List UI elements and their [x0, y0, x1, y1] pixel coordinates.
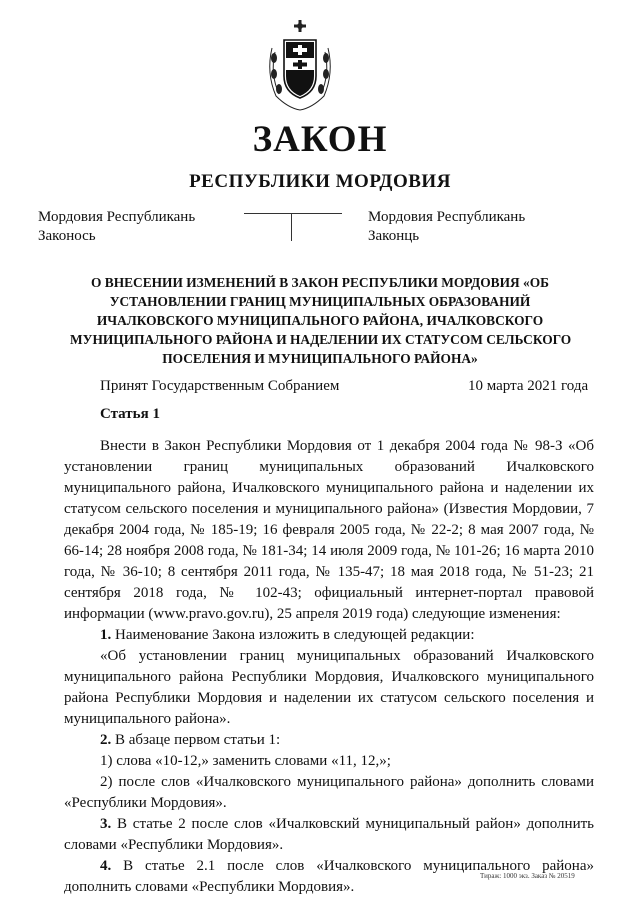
- paragraph: [64, 625, 594, 646]
- print-run-note: Тираж: 1000 экз. Заказ № 20519: [480, 872, 575, 880]
- paragraph-text: В статье 2.1 после слов «Ичалковского муниципального района» дополнить словами «Республики Мордовия».: [64, 858, 594, 895]
- paragraph: [64, 814, 594, 856]
- paragraph: [64, 646, 594, 730]
- heading-line: УСТАНОВЛЕНИИ ГРАНИЦ МУНИЦИПАЛЬНЫХ ОБРАЗОВАНИЙ: [109, 294, 531, 309]
- paragraph: [64, 730, 594, 751]
- paragraph-number: 1.: [100, 627, 112, 643]
- heading-line: ПОСЕЛЕНИЯ И МУНИЦИПАЛЬНОГО РАЙОНА»: [162, 351, 478, 366]
- coat-of-arms-emblem: [262, 18, 338, 114]
- header-divider-vertical: [291, 213, 292, 241]
- paragraph: [64, 436, 594, 625]
- paragraph-text: В статье 2 после слов «Ичалковский муниципальный район» дополнить словами «Республики Мордовия».: [64, 816, 594, 853]
- header-divider-horizontal: [244, 213, 342, 214]
- paragraph-text: Внести в Закон Республики Мордовия от 1 декабря 2004 года № 98-З «Об установлении границ муниципальных образований Ичалковского муниципального района, Ичалковского муниципального района и наделении их статусом сельского поселения и муниципального района» (Известия Мордовии, 7 декабря 2004 года, № 185-19; 16 февраля 2005 года, № 22-2; 8 мая 2007 года, № 66-14; 28 ноября 2008 года, № 181-34; 14 июля 2009 года, № 101-26; 16 марта 2010 года, № 36-10; 8 сентября 2011 года, № 135-47; 18 мая 2018 года, № 51-23; 21 сентября 2018 года, № 102-43; официальный интернет-портал правовой информации (www.pravo.gov.ru), 25 апреля 2019 года) следующие изменения:: [64, 438, 594, 622]
- article-title: Статья 1: [100, 406, 160, 422]
- article-body: [64, 436, 594, 898]
- adoption-body: Принят Государственным Собранием: [100, 378, 340, 394]
- adoption-date: 10 марта 2021 года: [468, 378, 589, 394]
- paragraph-number: 4.: [100, 858, 112, 874]
- paragraph-number: 3.: [100, 816, 112, 832]
- caption-line: Мордовия Республикань: [368, 209, 526, 225]
- paragraph: [64, 751, 594, 772]
- paragraph-text: 1) слова «10-12,» заменить словами «11, 12,»;: [100, 753, 391, 769]
- caption-line: Законць: [368, 228, 420, 244]
- paragraph-text: В абзаце первом статьи 1:: [111, 732, 281, 748]
- law-title: ЗАКОН: [252, 119, 388, 160]
- heading-line: О ВНЕСЕНИИ ИЗМЕНЕНИЙ В ЗАКОН РЕСПУБЛИКИ МОРДОВИЯ «ОБ: [91, 275, 549, 290]
- paragraph-number: 2.: [100, 732, 112, 748]
- law-subtitle: РЕСПУБЛИКИ МОРДОВИЯ: [189, 171, 451, 192]
- erzya-caption-right: [368, 208, 525, 246]
- paragraph: [64, 772, 594, 814]
- heading-line: ИЧАЛКОВСКОГО МУНИЦИПАЛЬНОГО РАЙОНА, ИЧАЛКОВСКОГО: [96, 313, 544, 328]
- paragraph-text: «Об установлении границ муниципальных образований Ичалковского муниципального района Республики Мордовия, Ичалковского муниципального района Республики Мордовия и наделении их статусом сельского поселения и муниципального района».: [64, 648, 594, 727]
- caption-line: Мордовия Республикань: [38, 209, 196, 225]
- heading-line: МУНИЦИПАЛЬНОГО РАЙОНА И НАДЕЛЕНИИ ИХ СТАТУСОМ СЕЛЬСКОГО: [70, 332, 572, 347]
- moksha-caption-left: [38, 208, 195, 246]
- paragraph-text: 2) после слов «Ичалковского муниципального района» дополнить словами «Республики Мордовия».: [64, 774, 594, 811]
- law-heading: [70, 273, 570, 368]
- caption-line: Законось: [38, 228, 96, 244]
- paragraph-text: Наименование Закона изложить в следующей редакции:: [111, 627, 475, 643]
